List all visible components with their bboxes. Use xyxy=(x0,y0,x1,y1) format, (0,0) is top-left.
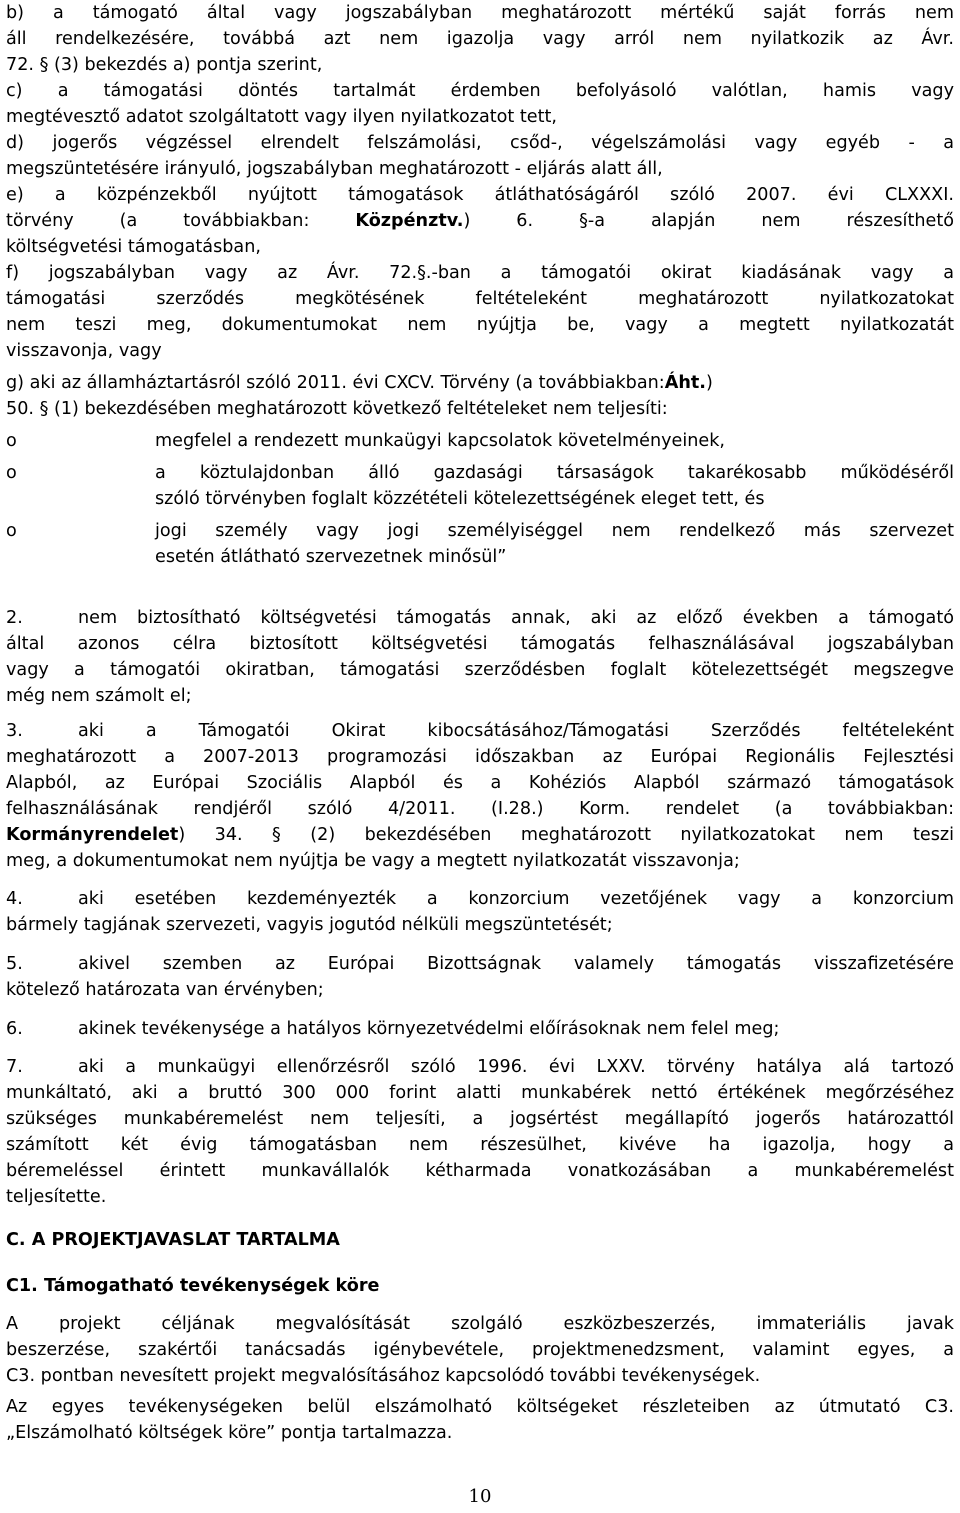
item-text: munkáltató, aki a bruttó 300 000 forint alatti munkabérek nettó értékének megőrzéséhez xyxy=(6,1083,954,1103)
text-line: megszüntetésére irányuló, jogszabályban meghatározott - eljárás alatt áll, xyxy=(6,159,663,179)
bullet-marker: o xyxy=(6,431,17,451)
text-line: f) jogszabályban vagy az Ávr. 72.§.-ban a támogatói okirat kiadásának vagy a xyxy=(6,263,954,283)
text-line: c) a támogatási döntés tartalmát érdemben befolyásoló valótlan, hamis vagy xyxy=(6,81,954,101)
item-text: vagy a támogatói okiratban, támogatási szerződésben foglalt kötelezettségét megszegve xyxy=(6,660,954,680)
item-number: 5. xyxy=(6,954,23,974)
item-text: bármely tagjának szervezeti, vagyis jogutód nélküli megszüntetését; xyxy=(6,915,613,935)
text-line: d) jogerős végzéssel elrendelt felszámolási, csőd-, végelszámolási vagy egyéb - a xyxy=(6,133,954,153)
item-number: 4. xyxy=(6,889,23,909)
paragraph-line: A projekt céljának megvalósítását szolgáló eszközbeszerzés, immateriális javak xyxy=(6,1314,954,1334)
item-text: Alapból, az Európai Szociális Alapból és a Kohéziós Alapból származó támogatások xyxy=(6,773,954,793)
item-number: 2. xyxy=(6,608,23,628)
text-run: törvény (a továbbiakban: xyxy=(6,211,356,231)
text-line: e) a közpénzekből nyújtott támogatások átláthatóságáról szóló 2007. évi CLXXXI. xyxy=(6,185,954,205)
text-line xyxy=(6,370,713,396)
text-line: b) a támogató által vagy jogszabályban meghatározott mértékű saját forrás nem xyxy=(6,3,954,23)
paragraph-line: beszerzése, szakértői tanácsadás igénybevétele, projektmenedzsment, valamint egyes, a xyxy=(6,1340,954,1360)
text-line: 50. § (1) bekezdésében meghatározott következő feltételeket nem teljesíti: xyxy=(6,399,668,419)
bullet-text: jogi személy vagy jogi személyiséggel nem rendelkező más szervezet xyxy=(155,521,954,541)
bullet-text: megfelel a rendezett munkaügyi kapcsolatok követelményeinek, xyxy=(155,431,726,451)
bold-term: Kormányrendelet xyxy=(6,825,179,845)
item-text: által azonos célra biztosított költségvetési támogatás felhasználásával jogszabályban xyxy=(6,634,954,654)
bullet-marker: o xyxy=(6,463,17,483)
item-number: 3. xyxy=(6,721,23,741)
item-number: 7. xyxy=(6,1057,23,1077)
item-text: akivel szemben az Európai Bizottságnak valamely támogatás visszafizetésére xyxy=(78,954,954,974)
item-text: aki esetében kezdeményezték a konzorcium vezetőjének vagy a konzorcium xyxy=(78,889,954,909)
text-line: visszavonja, vagy xyxy=(6,341,162,361)
text-line: áll rendelkezésére, továbbá azt nem igazolja vagy arról nem nyilatkozik az Ávr. xyxy=(6,29,954,49)
text-run: ) 34. § (2) bekezdésében meghatározott nyilatkozatokat nem teszi xyxy=(178,825,954,845)
text-run: g) aki az államháztartásról szóló 2011. évi CXCV. Törvény (a továbbiakban: xyxy=(6,373,665,393)
text-line: költségvetési támogatásban, xyxy=(6,237,261,257)
text-run: ) xyxy=(705,373,713,393)
item-text: aki a Támogatói Okirat kibocsátásához/Támogatási Szerződés feltételeként xyxy=(78,721,954,741)
paragraph-line: C3. pontban nevesített projekt megvalósításához kapcsolódó további tevékenységek. xyxy=(6,1366,761,1386)
page-number: 10 xyxy=(468,1486,492,1507)
item-text: kötelező határozata van érvényben; xyxy=(6,980,324,1000)
item-text: meghatározott a 2007-2013 programozási időszakban az Európai Regionális Fejlesztési xyxy=(6,747,954,767)
text-line: nem teszi meg, dokumentumokat nem nyújtja be, vagy a megtett nyilatkozatát xyxy=(6,315,954,335)
item-text: még nem számolt el; xyxy=(6,686,192,706)
item-text: teljesítette. xyxy=(6,1187,107,1207)
text-run: ) 6. §-a alapján nem részesíthető xyxy=(463,211,954,231)
subsection-heading: C1. Támogatható tevékenységek köre xyxy=(6,1276,380,1296)
text-line: támogatási szerződés megkötésének feltételeként meghatározott nyilatkozatokat xyxy=(6,289,954,309)
item-text: akinek tevékenysége a hatályos környezetvédelmi előírásoknak nem felel meg; xyxy=(78,1019,780,1039)
item-text: felhasználásának rendjéről szóló 4/2011. (I.28.) Korm. rendelet (a továbbiakban: xyxy=(6,799,954,819)
item-text: meg, a dokumentumokat nem nyújtja be vagy a megtett nyilatkozatát visszavonja; xyxy=(6,851,740,871)
bullet-text: a köztulajdonban álló gazdasági társaságok takarékosabb működéséről xyxy=(155,463,954,483)
paragraph-line: „Elszámolható költségek köre” pontja tartalmazza. xyxy=(6,1423,453,1443)
bold-term: Közpénztv. xyxy=(355,211,464,231)
item-text xyxy=(6,822,954,848)
paragraph-line: Az egyes tevékenységeken belül elszámolható költségeket részleteiben az útmutató C3. xyxy=(6,1397,954,1417)
item-number: 6. xyxy=(6,1019,23,1039)
text-line: megtévesztő adatot szolgáltatott vagy ilyen nyilatkozatot tett, xyxy=(6,107,557,127)
text-line: 72. § (3) bekezdés a) pontja szerint, xyxy=(6,55,323,75)
bullet-text: szóló törvényben foglalt közzétételi kötelezettségének eleget tett, és xyxy=(155,489,765,509)
section-heading: C. A PROJEKTJAVASLAT TARTALMA xyxy=(6,1230,340,1250)
bullet-text: esetén átlátható szervezetnek minősül” xyxy=(155,547,507,567)
bold-term: Áht. xyxy=(664,373,706,393)
item-text: béremeléssel érintett munkavállalók kétharmada vonatkozásában a munkabéremelést xyxy=(6,1161,954,1181)
text-line xyxy=(6,208,954,234)
item-text: aki a munkaügyi ellenőrzésről szóló 1996. évi LXXV. törvény hatálya alá tartozó xyxy=(78,1057,954,1077)
item-text: számított két évig támogatásban nem részesülhet, kivéve ha igazolja, hogy a xyxy=(6,1135,954,1155)
item-text: nem biztosítható költségvetési támogatás annak, aki az előző években a támogató xyxy=(78,608,954,628)
item-text: szükséges munkabéremelést nem teljesíti, a jogsértést megállapító jogerős határozattól xyxy=(6,1109,954,1129)
bullet-marker: o xyxy=(6,521,17,541)
